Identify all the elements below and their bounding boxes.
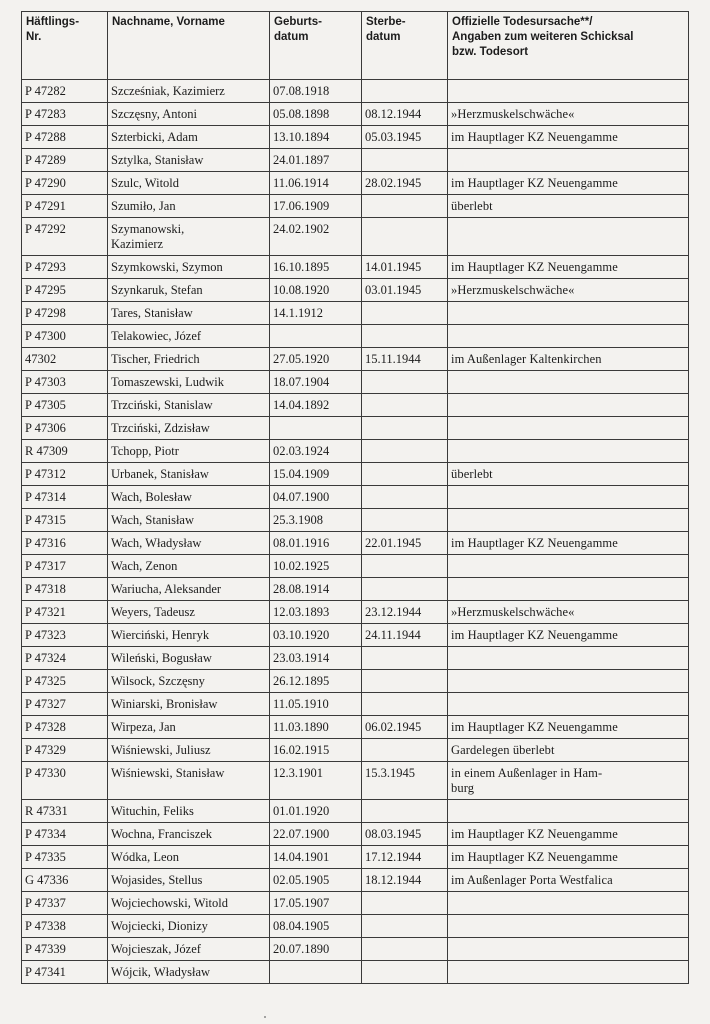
cell-prisoner-number: P 47324: [22, 647, 108, 670]
cell-cause-fate: in einem Außenlager in Ham- burg: [448, 762, 689, 800]
cell-death-date: 15.11.1944: [362, 348, 448, 371]
cell-death-date: [362, 961, 448, 984]
cell-cause-fate: im Hauptlager KZ Neuengamme: [448, 172, 689, 195]
cell-death-date: [362, 800, 448, 823]
cell-cause-fate: [448, 800, 689, 823]
cell-cause-fate: [448, 892, 689, 915]
table-row: [22, 578, 689, 601]
cell-prisoner-number: P 47329: [22, 739, 108, 762]
cell-birth-date: 04.07.1900: [270, 486, 362, 509]
cell-prisoner-number: P 47337: [22, 892, 108, 915]
cell-birth-date: 23.03.1914: [270, 647, 362, 670]
cell-cause-fate: [448, 149, 689, 172]
cell-cause-fate: [448, 509, 689, 532]
prisoner-register-table: [21, 11, 689, 984]
table-row: [22, 348, 689, 371]
cell-birth-date: [270, 961, 362, 984]
cell-prisoner-number: P 47288: [22, 126, 108, 149]
cell-cause-fate: [448, 938, 689, 961]
cell-death-date: [362, 486, 448, 509]
cell-cause-fate: »Herzmuskelschwäche«: [448, 601, 689, 624]
cell-cause-fate: [448, 80, 689, 103]
cell-cause-fate: im Außenlager Kaltenkirchen: [448, 348, 689, 371]
cell-birth-date: 01.01.1920: [270, 800, 362, 823]
cell-prisoner-number: P 47330: [22, 762, 108, 800]
cell-name: Tischer, Friedrich: [108, 348, 270, 371]
cell-cause-fate: im Hauptlager KZ Neuengamme: [448, 716, 689, 739]
table-row: [22, 149, 689, 172]
cell-death-date: 18.12.1944: [362, 869, 448, 892]
cell-death-date: 06.02.1945: [362, 716, 448, 739]
cell-name: Wiśniewski, Stanisław: [108, 762, 270, 800]
cell-death-date: 03.01.1945: [362, 279, 448, 302]
cell-prisoner-number: R 47309: [22, 440, 108, 463]
cell-name: Weyers, Tadeusz: [108, 601, 270, 624]
cell-prisoner-number: P 47283: [22, 103, 108, 126]
cell-cause-fate: [448, 302, 689, 325]
cell-death-date: 08.03.1945: [362, 823, 448, 846]
cell-prisoner-number: P 47292: [22, 218, 108, 256]
cell-name: Szczęsny, Antoni: [108, 103, 270, 126]
table-row: [22, 846, 689, 869]
cell-birth-date: 27.05.1920: [270, 348, 362, 371]
cell-name: Telakowiec, Józef: [108, 325, 270, 348]
cell-prisoner-number: P 47315: [22, 509, 108, 532]
cell-name: Wilsock, Szczęsny: [108, 670, 270, 693]
cell-name: Sztylka, Stanisław: [108, 149, 270, 172]
cell-name: Wierciński, Henryk: [108, 624, 270, 647]
cell-cause-fate: [448, 915, 689, 938]
header-cause-fate: Offizielle Todesursache**/ Angaben zum weiteren Schicksal bzw. Todesort: [448, 12, 689, 80]
table-row: [22, 647, 689, 670]
cell-name: Wojciecki, Dionizy: [108, 915, 270, 938]
cell-prisoner-number: P 47290: [22, 172, 108, 195]
table-row: [22, 302, 689, 325]
cell-death-date: 08.12.1944: [362, 103, 448, 126]
header-death-date: Sterbe- datum: [362, 12, 448, 80]
cell-birth-date: [270, 325, 362, 348]
table-row: [22, 915, 689, 938]
cell-name: Wojasides, Stellus: [108, 869, 270, 892]
cell-prisoner-number: P 47317: [22, 555, 108, 578]
table-row: [22, 762, 689, 800]
cell-death-date: 05.03.1945: [362, 126, 448, 149]
cell-birth-date: 20.07.1890: [270, 938, 362, 961]
cell-name: Tares, Stanisław: [108, 302, 270, 325]
cell-cause-fate: im Außenlager Porta Westfalica: [448, 869, 689, 892]
cell-death-date: [362, 739, 448, 762]
table-row: [22, 892, 689, 915]
cell-birth-date: 08.04.1905: [270, 915, 362, 938]
table-row: [22, 256, 689, 279]
cell-death-date: 14.01.1945: [362, 256, 448, 279]
table-row: [22, 532, 689, 555]
cell-birth-date: 03.10.1920: [270, 624, 362, 647]
table-row: [22, 103, 689, 126]
cell-prisoner-number: P 47334: [22, 823, 108, 846]
cell-death-date: [362, 417, 448, 440]
table-row: [22, 938, 689, 961]
table-row: [22, 80, 689, 103]
cell-prisoner-number: P 47289: [22, 149, 108, 172]
cell-name: Wochna, Franciszek: [108, 823, 270, 846]
cell-cause-fate: überlebt: [448, 195, 689, 218]
cell-name: Szumiło, Jan: [108, 195, 270, 218]
cell-birth-date: [270, 417, 362, 440]
cell-death-date: [362, 555, 448, 578]
table-row: [22, 371, 689, 394]
cell-name: Wariucha, Aleksander: [108, 578, 270, 601]
table-row: [22, 195, 689, 218]
table-row: [22, 486, 689, 509]
cell-prisoner-number: P 47328: [22, 716, 108, 739]
cell-name: Wirpeza, Jan: [108, 716, 270, 739]
cell-death-date: [362, 892, 448, 915]
cell-prisoner-number: 47302: [22, 348, 108, 371]
cell-death-date: [362, 325, 448, 348]
cell-death-date: 22.01.1945: [362, 532, 448, 555]
cell-death-date: [362, 218, 448, 256]
cell-cause-fate: [448, 218, 689, 256]
cell-death-date: [362, 195, 448, 218]
cell-death-date: [362, 578, 448, 601]
cell-cause-fate: im Hauptlager KZ Neuengamme: [448, 126, 689, 149]
cell-cause-fate: im Hauptlager KZ Neuengamme: [448, 532, 689, 555]
cell-name: Szynkaruk, Stefan: [108, 279, 270, 302]
cell-name: Wójcik, Władysław: [108, 961, 270, 984]
cell-name: Szymanowski, Kazimierz: [108, 218, 270, 256]
cell-name: Wileński, Bogusław: [108, 647, 270, 670]
table-row: [22, 509, 689, 532]
cell-prisoner-number: P 47293: [22, 256, 108, 279]
cell-birth-date: 02.03.1924: [270, 440, 362, 463]
cell-death-date: [362, 440, 448, 463]
cell-death-date: [362, 80, 448, 103]
cell-death-date: [362, 302, 448, 325]
cell-prisoner-number: P 47341: [22, 961, 108, 984]
cell-prisoner-number: P 47312: [22, 463, 108, 486]
table-row: [22, 218, 689, 256]
table-row: [22, 823, 689, 846]
cell-birth-date: 10.08.1920: [270, 279, 362, 302]
cell-birth-date: 07.08.1918: [270, 80, 362, 103]
header-prisoner-number: Häftlings- Nr.: [22, 12, 108, 80]
cell-death-date: [362, 149, 448, 172]
cell-prisoner-number: P 47314: [22, 486, 108, 509]
cell-cause-fate: [448, 371, 689, 394]
table-row: [22, 417, 689, 440]
cell-name: Wach, Stanisław: [108, 509, 270, 532]
cell-name: Winiarski, Bronisław: [108, 693, 270, 716]
cell-name: Wach, Bolesław: [108, 486, 270, 509]
cell-birth-date: 17.05.1907: [270, 892, 362, 915]
cell-death-date: 28.02.1945: [362, 172, 448, 195]
cell-prisoner-number: P 47282: [22, 80, 108, 103]
cell-cause-fate: Gardelegen überlebt: [448, 739, 689, 762]
cell-death-date: [362, 670, 448, 693]
cell-cause-fate: [448, 670, 689, 693]
cell-cause-fate: im Hauptlager KZ Neuengamme: [448, 823, 689, 846]
table-row: [22, 555, 689, 578]
table-row: [22, 869, 689, 892]
cell-name: Trzciński, Stanislaw: [108, 394, 270, 417]
cell-prisoner-number: P 47338: [22, 915, 108, 938]
cell-birth-date: 05.08.1898: [270, 103, 362, 126]
cell-birth-date: 17.06.1909: [270, 195, 362, 218]
cell-birth-date: 16.02.1915: [270, 739, 362, 762]
cell-death-date: 17.12.1944: [362, 846, 448, 869]
cell-prisoner-number: P 47306: [22, 417, 108, 440]
cell-cause-fate: »Herzmuskelschwäche«: [448, 103, 689, 126]
cell-cause-fate: [448, 325, 689, 348]
table-row: [22, 624, 689, 647]
cell-name: Wach, Zenon: [108, 555, 270, 578]
cell-name: Szterbicki, Adam: [108, 126, 270, 149]
cell-prisoner-number: P 47327: [22, 693, 108, 716]
cell-prisoner-number: P 47291: [22, 195, 108, 218]
cell-cause-fate: im Hauptlager KZ Neuengamme: [448, 846, 689, 869]
cell-birth-date: 16.10.1895: [270, 256, 362, 279]
cell-birth-date: 14.04.1901: [270, 846, 362, 869]
table-row: [22, 601, 689, 624]
cell-birth-date: 26.12.1895: [270, 670, 362, 693]
cell-cause-fate: im Hauptlager KZ Neuengamme: [448, 624, 689, 647]
cell-birth-date: 24.02.1902: [270, 218, 362, 256]
cell-prisoner-number: P 47318: [22, 578, 108, 601]
cell-death-date: 23.12.1944: [362, 601, 448, 624]
cell-cause-fate: [448, 440, 689, 463]
cell-death-date: [362, 463, 448, 486]
cell-birth-date: 13.10.1894: [270, 126, 362, 149]
cell-prisoner-number: P 47339: [22, 938, 108, 961]
table-row: [22, 961, 689, 984]
cell-prisoner-number: P 47335: [22, 846, 108, 869]
cell-cause-fate: im Hauptlager KZ Neuengamme: [448, 256, 689, 279]
cell-name: Tomaszewski, Ludwik: [108, 371, 270, 394]
cell-prisoner-number: P 47295: [22, 279, 108, 302]
cell-cause-fate: [448, 961, 689, 984]
cell-birth-date: 25.3.1908: [270, 509, 362, 532]
cell-birth-date: 22.07.1900: [270, 823, 362, 846]
cell-prisoner-number: G 47336: [22, 869, 108, 892]
cell-cause-fate: überlebt: [448, 463, 689, 486]
table-row: [22, 279, 689, 302]
cell-cause-fate: [448, 578, 689, 601]
table-header-row: [22, 12, 689, 80]
cell-cause-fate: [448, 647, 689, 670]
header-name: Nachname, Vorname: [108, 12, 270, 80]
cell-name: Wituchin, Feliks: [108, 800, 270, 823]
cell-prisoner-number: R 47331: [22, 800, 108, 823]
cell-birth-date: 12.03.1893: [270, 601, 362, 624]
cell-prisoner-number: P 47323: [22, 624, 108, 647]
table-row: [22, 394, 689, 417]
cell-name: Tchopp, Piotr: [108, 440, 270, 463]
cell-prisoner-number: P 47321: [22, 601, 108, 624]
cell-death-date: [362, 693, 448, 716]
cell-birth-date: 14.04.1892: [270, 394, 362, 417]
cell-cause-fate: [448, 394, 689, 417]
cell-death-date: [362, 509, 448, 532]
cell-death-date: [362, 647, 448, 670]
cell-name: Wojcieszak, Józef: [108, 938, 270, 961]
cell-name: Wach, Władysław: [108, 532, 270, 555]
cell-cause-fate: [448, 555, 689, 578]
cell-birth-date: 12.3.1901: [270, 762, 362, 800]
table-row: [22, 440, 689, 463]
table-row: [22, 325, 689, 348]
cell-cause-fate: »Herzmuskelschwäche«: [448, 279, 689, 302]
table-row: [22, 800, 689, 823]
cell-name: Szcześniak, Kazimierz: [108, 80, 270, 103]
cell-death-date: 24.11.1944: [362, 624, 448, 647]
table-row: [22, 463, 689, 486]
cell-birth-date: 08.01.1916: [270, 532, 362, 555]
table-row: [22, 172, 689, 195]
cell-birth-date: 18.07.1904: [270, 371, 362, 394]
cell-name: Szymkowski, Szymon: [108, 256, 270, 279]
table-row: [22, 126, 689, 149]
cell-death-date: 15.3.1945: [362, 762, 448, 800]
cell-prisoner-number: P 47303: [22, 371, 108, 394]
cell-name: Szulc, Witold: [108, 172, 270, 195]
cell-birth-date: 11.05.1910: [270, 693, 362, 716]
table-row: [22, 693, 689, 716]
cell-death-date: [362, 394, 448, 417]
table-row: [22, 739, 689, 762]
cell-prisoner-number: P 47325: [22, 670, 108, 693]
cell-name: Trzciński, Zdzisław: [108, 417, 270, 440]
table-body: [22, 80, 689, 984]
cell-prisoner-number: P 47316: [22, 532, 108, 555]
cell-prisoner-number: P 47300: [22, 325, 108, 348]
cell-cause-fate: [448, 693, 689, 716]
cell-name: Wódka, Leon: [108, 846, 270, 869]
cell-cause-fate: [448, 417, 689, 440]
cell-birth-date: 24.01.1897: [270, 149, 362, 172]
cell-cause-fate: [448, 486, 689, 509]
cell-death-date: [362, 938, 448, 961]
cell-death-date: [362, 371, 448, 394]
page-speck: [264, 1016, 266, 1018]
cell-death-date: [362, 915, 448, 938]
cell-prisoner-number: P 47305: [22, 394, 108, 417]
cell-birth-date: 11.06.1914: [270, 172, 362, 195]
header-birth-date: Geburts- datum: [270, 12, 362, 80]
table-row: [22, 670, 689, 693]
cell-name: Wiśniewski, Juliusz: [108, 739, 270, 762]
cell-prisoner-number: P 47298: [22, 302, 108, 325]
cell-birth-date: 15.04.1909: [270, 463, 362, 486]
cell-birth-date: 10.02.1925: [270, 555, 362, 578]
cell-birth-date: 28.08.1914: [270, 578, 362, 601]
cell-name: Wojciechowski, Witold: [108, 892, 270, 915]
table-row: [22, 716, 689, 739]
cell-birth-date: 14.1.1912: [270, 302, 362, 325]
cell-birth-date: 02.05.1905: [270, 869, 362, 892]
cell-name: Urbanek, Stanisław: [108, 463, 270, 486]
cell-birth-date: 11.03.1890: [270, 716, 362, 739]
